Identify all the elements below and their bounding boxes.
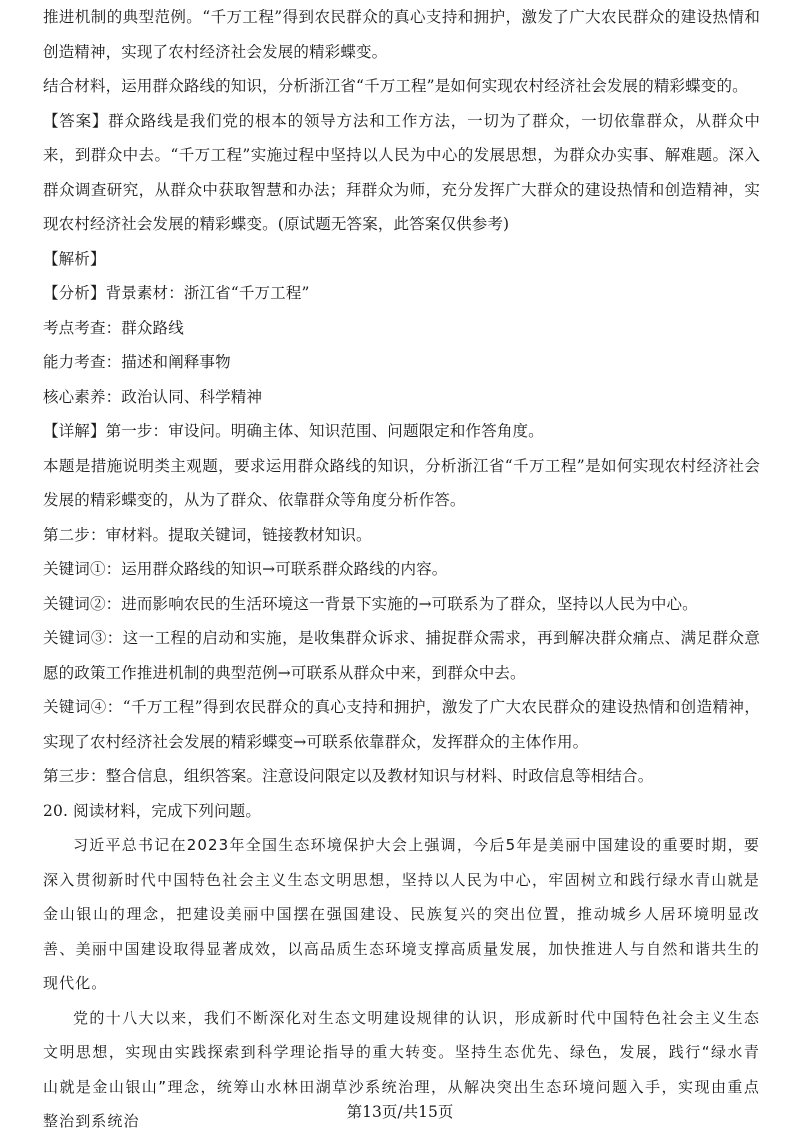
analysis-core-literacy: 核心素养：政治认同、科学精神 [43, 387, 263, 406]
keyword-three: 关键词③：这一工程的启动和实施，是收集群众诉求、捕捉群众需求，再到解决群众痛点、满足群众意愿的政策工作推进机制的典型范例→可联系从群众中来，到群众中去。 [43, 629, 760, 682]
question-prompt: 结合材料，运用群众路线的知识，分析浙江省“千万工程”是如何实现农村经济社会发展的精彩蝶变的。 [43, 77, 748, 95]
detail-step-one-text: 本题是措施说明类主观题，要求运用群众路线的知识，分析浙江省“千万工程”是如何实现农村经济社会发展的精彩蝶变的，从为了群众、依靠群众等角度分析作答。 [43, 456, 760, 509]
keyword-two: 关键词②：进而影响农民的生活环境这一背景下实施的→可联系为了群众，坚持以人民为中心。 [43, 594, 698, 613]
question-20-heading: 20. 阅读材料，完成下列问题。 [43, 801, 261, 820]
detail-step-one: 【详解】第一步：审设问。明确主体、知识范围、问题限定和作答角度。 [43, 422, 544, 440]
analysis-ability: 能力考查：描述和阐释事物 [43, 353, 231, 371]
keyword-four: 关键词④：“千万工程”得到农民群众的真心支持和拥护，激发了广大农民群众的建设热情和创造精神，实现了农村经济社会发展的精彩蝶变→可联系依靠群众，发挥群众的主体作用。 [43, 698, 760, 751]
analysis-heading: 【解析】 [43, 249, 106, 268]
detail-step-two: 第二步：审材料。提取关键词，链接教材知识。 [43, 525, 372, 544]
material-paragraph-1: 习近平总书记在2023年全国生态环境保护大会上强调，今后5年是美丽中国建设的重要时期，要深入贯彻新时代中国特色社会主义生态文明思想，坚持以人民为中心，牢固树立和践行绿水青山就是金山银山的理念，把建设美丽中国摆在强国建设、民族复兴的突出位置，推动城乡人居环境明显改善、美丽中国建设取得显著成效，以高品质生态环境支撑高质量发展，加快推进人与自然和谐共生的现代化。 [43, 836, 760, 992]
keyword-one: 关键词①：运用群众路线的知识→可联系群众路线的内容。 [43, 560, 448, 578]
analysis-test-point: 考点考查：群众路线 [43, 318, 184, 337]
material-paragraph-2: 党的十八大以来，我们不断深化对生态文明建设规律的认识，形成新时代中国特色社会主义生态文明思想，实现由实践探索到科学理论指导的重大转变。坚持生态优先、绿色，发展，践行“绿水青山就是金山银山”理念，统筹山水林田湖草沙系统治理，从解决突出生态环境问题入手，实现由重点整治到系统治 [43, 1008, 760, 1130]
answer-paragraph: 【答案】群众路线是我们党的根本的领导方法和工作方法，一切为了群众，一切依靠群众，从群众中来，到群众中去。“千万工程”实施过程中坚持以人民为中心的发展思想，为群众办实事、解难题。深入群众调查研究，从群众中获取智慧和办法；拜群众为师，充分发挥广大群众的建设热情和创造精神，实现农村经济社会发展的精彩蝶变。(原试题无答案，此答案仅供参考) [43, 111, 760, 233]
page-number-footer: 第13页/共15页 [346, 1103, 454, 1121]
analysis-background: 【分析】背景素材：浙江省“千万工程” [43, 284, 310, 302]
detail-step-three: 第三步：整合信息，组织答案。注意设问限定以及教材知识与材料、时政信息等相结合。 [43, 767, 654, 785]
paragraph-material-end: 推进机制的典型范例。“千万工程”得到农民群众的真心支持和拥护，激发了广大农民群众的建设热情和创造精神，实现了农村经济社会发展的精彩蝶变。 [43, 8, 760, 61]
